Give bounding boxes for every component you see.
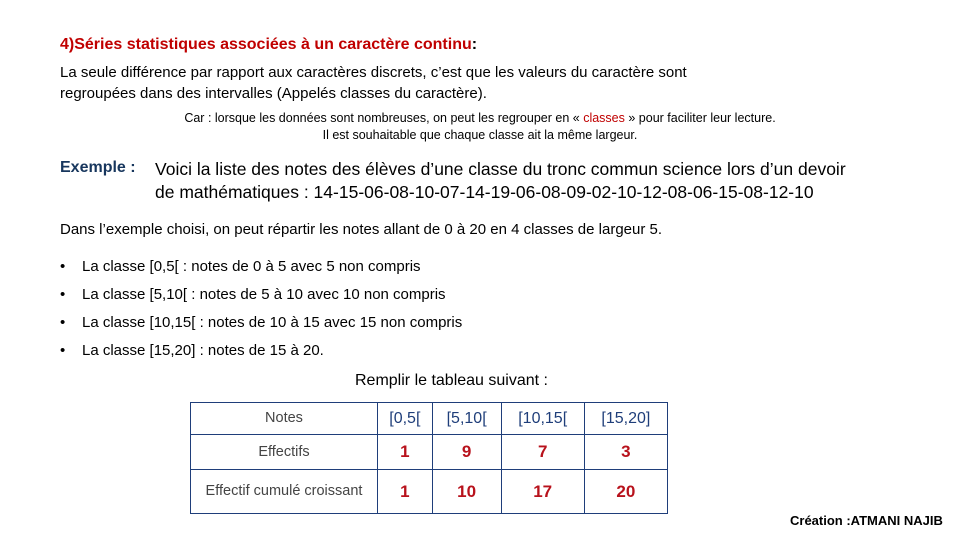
bullet-icon: • bbox=[60, 258, 66, 275]
table-row-notes bbox=[191, 403, 668, 435]
list-item bbox=[60, 284, 462, 312]
partition-text: Dans l’exemple choisi, on peut répartir les notes allant de 0 à 20 en 4 classes de largeur 5. bbox=[60, 221, 663, 238]
effectif-cell: 9 bbox=[432, 435, 501, 470]
list-item-text: La classe [10,15[ : notes de 10 à 15 avec 15 non compris bbox=[82, 314, 463, 331]
author-credit: Création :ATMANI NAJIB bbox=[790, 513, 943, 528]
example-text bbox=[155, 158, 915, 204]
row-label-cumulative: Effectif cumulé croissant bbox=[191, 470, 378, 514]
table-row-effectifs bbox=[191, 435, 668, 470]
effectif-cell: 7 bbox=[501, 435, 584, 470]
list-item bbox=[60, 340, 462, 368]
list-item-text: La classe [0,5[ : notes de 0 à 5 avec 5 non compris bbox=[82, 258, 421, 275]
list-item-text: La classe [5,10[ : notes de 5 à 10 avec 10 non compris bbox=[82, 286, 446, 303]
cumulative-cell: 20 bbox=[584, 470, 667, 514]
table-row-cumulative bbox=[191, 470, 668, 514]
remark-note bbox=[60, 110, 900, 144]
effectif-cell: 1 bbox=[378, 435, 433, 470]
class-cell: [5,10[ bbox=[432, 403, 501, 435]
effectif-cell: 3 bbox=[584, 435, 667, 470]
class-cell: [0,5[ bbox=[378, 403, 433, 435]
intro-line-2: regroupées dans des intervalles (Appelés classes du caractère). bbox=[60, 85, 487, 102]
example-line-1: Voici la liste des notes des élèves d’une classe du tronc commun science lors d’un devoir bbox=[155, 159, 846, 179]
intro-paragraph bbox=[60, 62, 820, 104]
example-label: Exemple : bbox=[60, 159, 136, 176]
example-line-2: de mathématiques : 14-15-06-08-10-07-14-19-06-08-09-02-10-12-08-06-15-08-12-10 bbox=[155, 182, 814, 202]
class-cell: [10,15[ bbox=[501, 403, 584, 435]
cumulative-cell: 10 bbox=[432, 470, 501, 514]
row-label-effectifs: Effectifs bbox=[191, 435, 378, 470]
remark-line-1 bbox=[60, 110, 900, 127]
list-item bbox=[60, 256, 462, 284]
remark-line-2: Il est souhaitable que chaque classe ait la même largeur. bbox=[322, 128, 638, 142]
intro-line-1: La seule différence par rapport aux caractères discrets, c’est que les valeurs du caractère sont bbox=[60, 64, 687, 81]
section-title-colon: : bbox=[471, 36, 478, 53]
list-item bbox=[60, 312, 462, 340]
bullet-icon: • bbox=[60, 314, 66, 331]
list-item-text: La classe [15,20] : notes de 15 à 20. bbox=[82, 342, 324, 359]
remark-part-1: Car : lorsque les données sont nombreuses, on peut les regrouper en « bbox=[184, 111, 580, 125]
section-title bbox=[60, 36, 477, 54]
row-label-notes: Notes bbox=[191, 403, 378, 435]
section-title-text: 4)Séries statistiques associées à un caractère continu bbox=[60, 36, 472, 53]
remark-part-2: » pour faciliter leur lecture. bbox=[628, 111, 776, 125]
class-list bbox=[60, 256, 462, 368]
cumulative-cell: 17 bbox=[501, 470, 584, 514]
frequency-table bbox=[190, 402, 668, 514]
class-cell: [15,20] bbox=[584, 403, 667, 435]
bullet-icon: • bbox=[60, 286, 66, 303]
cumulative-cell: 1 bbox=[378, 470, 433, 514]
bullet-icon: • bbox=[60, 342, 66, 359]
remark-highlight: classes bbox=[583, 111, 625, 125]
table-prompt: Remplir le tableau suivant : bbox=[355, 372, 548, 389]
